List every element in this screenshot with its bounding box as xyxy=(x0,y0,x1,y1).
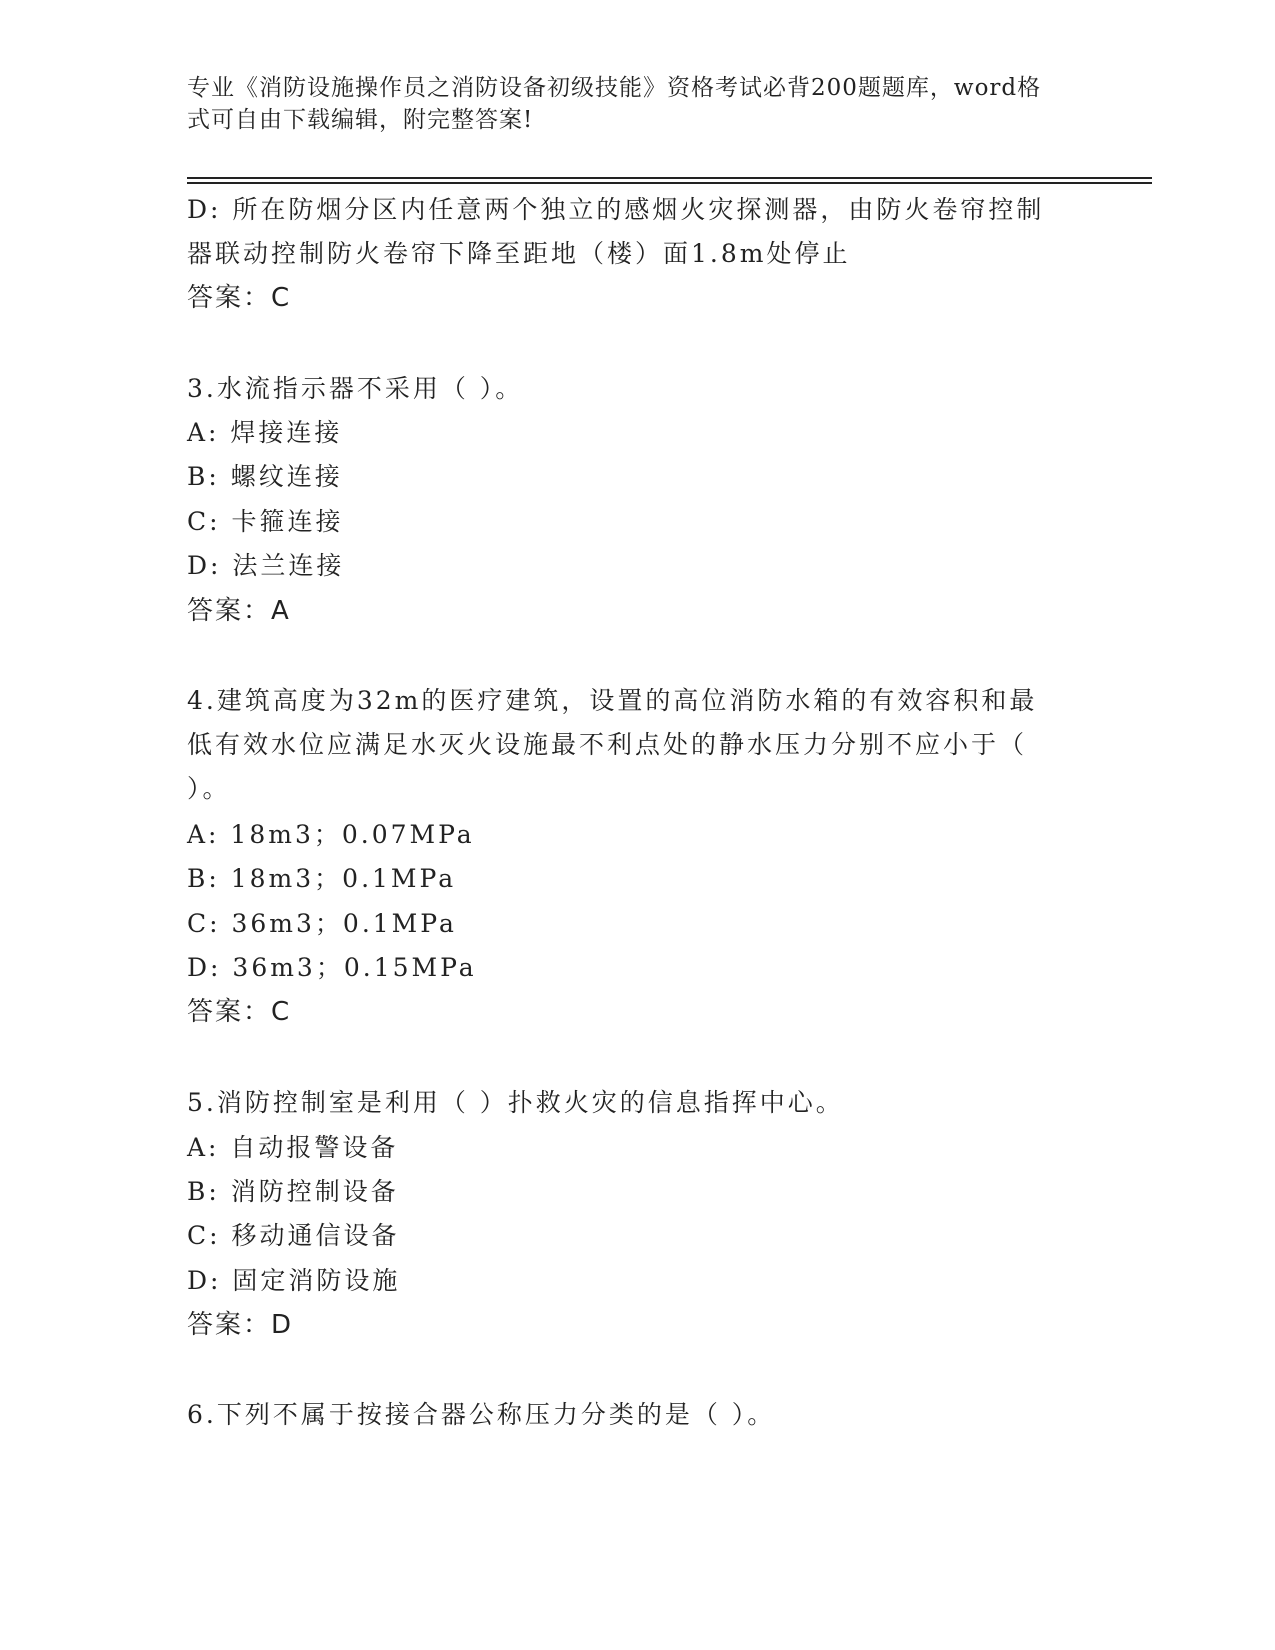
q4-stem-line-2: 低有效水位应满足水灭火设施最不利点处的静水压力分别不应小于（ xyxy=(187,730,1028,759)
q3-option-a: A: 焊接连接 xyxy=(187,418,343,447)
q5-option-b: B: 消防控制设备 xyxy=(187,1177,399,1206)
header-line-1: 专业《消防设施操作员之消防设备初级技能》资格考试必背200题题库，word格 xyxy=(187,75,1042,101)
q4-option-d: D: 36m3；0.15MPa xyxy=(187,953,477,982)
q3-stem: 3.水流指示器不采用（ ）。 xyxy=(187,374,524,403)
q3-option-c: C: 卡箍连接 xyxy=(187,507,344,536)
q4-answer: 答案：C xyxy=(187,997,292,1027)
q3-answer: 答案：A xyxy=(187,596,291,626)
q5-option-c: C: 移动通信设备 xyxy=(187,1221,400,1250)
q5-stem: 5.消防控制室是利用（ ）扑救火灾的信息指挥中心。 xyxy=(187,1088,844,1117)
q4-stem-line-1: 4.建筑高度为32m的医疗建筑，设置的高位消防水箱的有效容积和最 xyxy=(187,686,1038,715)
q2-option-d-line-1: D: 所在防烟分区内任意两个独立的感烟火灾探测器，由防火卷帘控制 xyxy=(187,195,1045,224)
header-divider-top xyxy=(187,177,1152,179)
header-divider-bottom xyxy=(187,182,1152,184)
q5-answer: 答案：D xyxy=(187,1310,294,1340)
q4-option-c: C: 36m3；0.1MPa xyxy=(187,909,457,938)
q4-option-b: B: 18m3；0.1MPa xyxy=(187,864,457,893)
q2-answer: 答案：C xyxy=(187,283,292,313)
q3-option-b: B: 螺纹连接 xyxy=(187,462,343,491)
q2-option-d-line-2: 器联动控制防火卷帘下降至距地（楼）面1.8m处停止 xyxy=(187,239,851,268)
document-header xyxy=(187,72,1067,136)
q3-option-d: D: 法兰连接 xyxy=(187,551,345,580)
q4-option-a: A: 18m3；0.07MPa xyxy=(187,820,475,849)
q5-option-a: A: 自动报警设备 xyxy=(187,1133,399,1162)
header-line-2: 式可自由下载编辑，附完整答案! xyxy=(187,107,534,133)
q5-option-d: D: 固定消防设施 xyxy=(187,1266,401,1295)
q6-stem: 6.下列不属于按接合器公称压力分类的是（ ）。 xyxy=(187,1400,776,1429)
q4-stem-line-3: ）。 xyxy=(187,774,231,803)
